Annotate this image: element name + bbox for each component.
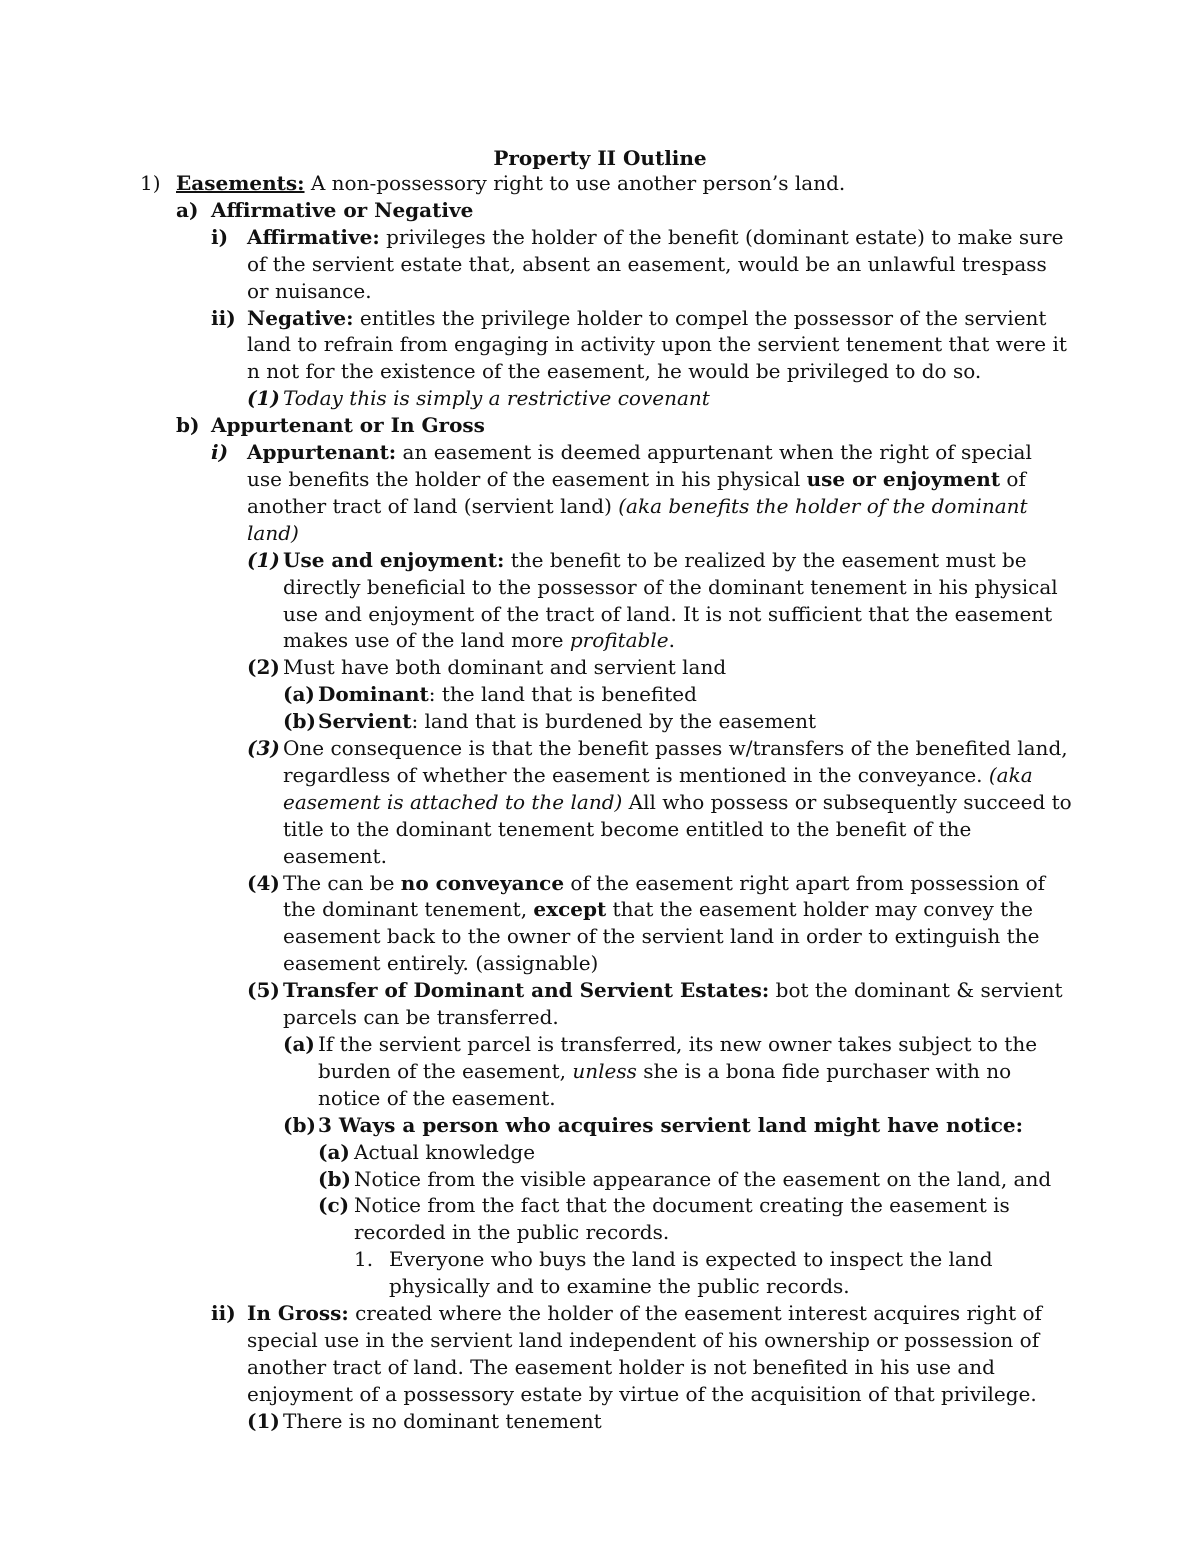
item-number: i): [211, 224, 229, 249]
item-text: In Gross: created where the holder of the easement interest acquires right of special use in the servient land independent of his ownership or possession of another tract of land. The easement holder is not benefited in his use and enjoyment of a possessory estate by virtue of the acquisition of that privilege.: [247, 1301, 1042, 1406]
outline-item-transfer-of-estates: [0, 977, 1200, 1031]
item-text: Must have both dominant and servient land: [283, 655, 727, 680]
item-number: (b): [283, 1112, 316, 1137]
outline-item-appurtenant: [0, 439, 1200, 547]
outline-item-affirmative: [0, 224, 1200, 305]
item-text: Everyone who buys the land is expected to inspect the land physically and to examine the public records.: [389, 1247, 993, 1299]
outline-item-use-and-enjoyment: [0, 547, 1200, 655]
item-number: (3): [247, 736, 280, 761]
outline-item-restrictive-covenant: [0, 385, 1200, 412]
outline-item-three-ways-notice: [0, 1112, 1200, 1139]
item-number: (1): [247, 1408, 280, 1433]
term: Appurtenant:: [247, 440, 397, 465]
document-title: Property II Outline: [493, 146, 707, 170]
item-number: (5): [247, 978, 280, 1003]
item-text: Transfer of Dominant and Servient Estates: bot the dominant & servient parcels can be transferred.: [283, 978, 1063, 1030]
outline-item-no-conveyance: [0, 870, 1200, 978]
item-number: (c): [318, 1193, 350, 1218]
item-number: (b): [283, 709, 316, 734]
outline-item-a-affirmative-or-negative: [0, 197, 1200, 224]
outline-item-1-easements: [0, 170, 1200, 197]
outline-item-in-gross: [0, 1300, 1200, 1408]
outline-item-servient: [0, 708, 1200, 735]
item-number: (a): [283, 1032, 315, 1056]
item-text: Servient: land that is burdened by the easement: [318, 709, 817, 734]
item-text: Dominant: the land that is benefited: [318, 682, 697, 707]
term: Transfer of Dominant and Servient Estates:: [283, 978, 770, 1003]
item-number: (4): [247, 870, 280, 895]
item-number: i): [211, 440, 229, 465]
item-text: Notice from the visible appearance of the easement on the land, and: [354, 1166, 1052, 1191]
item-text: Affirmative: privileges the holder of the benefit (dominant estate) to make sure of the servient estate that, absent an easement, would be an unlawful trespass or nuisance.: [247, 224, 1064, 303]
item-number: (1): [247, 547, 280, 572]
outline-item-visible-appearance: [0, 1166, 1200, 1193]
item-number: (b): [318, 1166, 351, 1191]
item-number: ii): [211, 305, 236, 330]
item-text: Today this is simply a restrictive covenant: [283, 386, 710, 411]
outline-item-no-dominant-tenement: [0, 1408, 1200, 1435]
item-number: b): [176, 413, 200, 438]
outline-item-dominant: [0, 681, 1200, 708]
item-text: If the servient parcel is transferred, its new owner takes subject to the burden of the easement, unless she is a bona fide purchaser with no notice of the easement.: [318, 1032, 1038, 1110]
term: Affirmative:: [247, 224, 380, 249]
item-number: (2): [247, 655, 280, 680]
item-number: a): [176, 197, 199, 222]
item-text: Easements: A non-possessory right to use another person’s land.: [176, 171, 846, 195]
outline-item-servient-transferred: [0, 1031, 1200, 1112]
item-text: Notice from the fact that the document creating the easement is recorded in the public records.: [354, 1193, 1010, 1245]
item-text: Use and enjoyment: the benefit to be realized by the easement must be directly beneficial to the possessor of the dominant tenement in his physical use and enjoyment of the tract of land. It is not sufficient that the easement makes use of the land more profitable.: [283, 547, 1058, 653]
item-heading: 3 Ways a person who acquires servient land might have notice:: [318, 1112, 1024, 1137]
item-text: Appurtenant: an easement is deemed appurtenant when the right of special use benefits the holder of the easement in his physical use or enjoyment of another tract of land (servient land) (aka benefits the holder of the dominant land): [247, 440, 1032, 545]
item-heading: Affirmative or Negative: [211, 197, 474, 222]
outline-item-negative: [0, 305, 1200, 386]
term: Dominant: [318, 682, 429, 707]
item-text: One consequence is that the benefit passes w/transfers of the benefited land, regardless of whether the easement is mentioned in the conveyance. (aka easement is attached to the land) All who possess or subsequently succeed to title to the dominant tenement become entitled to the benefit of the easement.: [283, 736, 1072, 868]
outline-item-dominant-and-servient-land: [0, 654, 1200, 681]
outline-item-benefit-passes: [0, 735, 1200, 870]
item-number: ii): [211, 1301, 236, 1326]
term: Negative:: [247, 305, 354, 330]
item-number: (a): [318, 1139, 350, 1164]
term: Servient: [318, 709, 412, 734]
item-text: The can be no conveyance of the easement right apart from possession of the dominant tenement, except that the easement holder may convey the easement back to the owner of the servient land in order to extinguish the easement entirely. (assignable): [283, 870, 1046, 976]
outline-item-public-records: [0, 1192, 1200, 1246]
term: Easements:: [176, 171, 305, 195]
term: In Gross:: [247, 1301, 349, 1326]
outline-item-b-appurtenant-or-in-gross: [0, 412, 1200, 439]
item-text: Actual knowledge: [354, 1139, 536, 1164]
outline-item-inspect-land: [0, 1246, 1200, 1300]
outline: [0, 170, 1200, 1435]
item-number: 1): [140, 171, 161, 195]
item-number: 1.: [354, 1247, 374, 1272]
item-number: (a): [283, 682, 315, 707]
item-text: There is no dominant tenement: [283, 1408, 602, 1433]
term: Use and enjoyment:: [283, 547, 505, 572]
item-text: Negative: entitles the privilege holder to compel the possessor of the servient land to refrain from engaging in activity upon the servient tenement that were it n not for the existence of the easement, he would be privileged to do so.: [247, 305, 1067, 384]
item-heading: Appurtenant or In Gross: [211, 413, 485, 438]
item-number: (1): [247, 386, 280, 411]
outline-item-actual-knowledge: [0, 1139, 1200, 1166]
